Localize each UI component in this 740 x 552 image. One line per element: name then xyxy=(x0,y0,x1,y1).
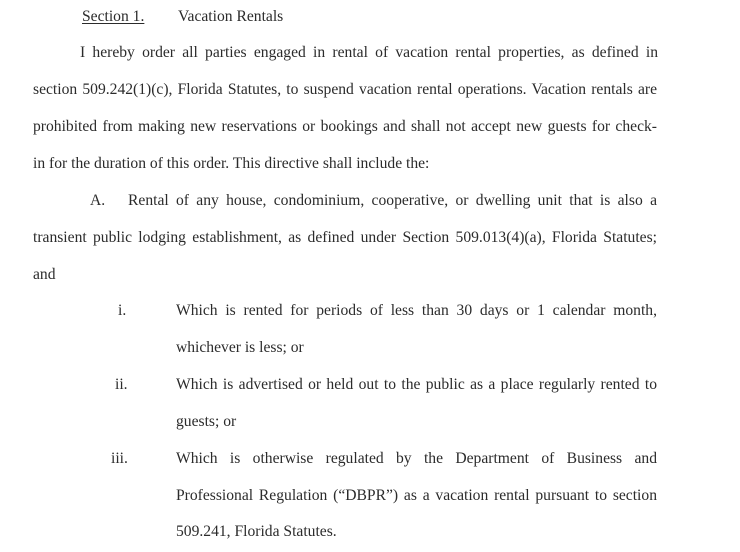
subitem-i-marker: i. xyxy=(118,302,127,319)
subitem-iii-line-3: 509.241, Florida Statutes. xyxy=(176,523,337,540)
section-number: Section 1. xyxy=(82,8,145,25)
subitem-ii-line-2: guests; or xyxy=(176,413,237,430)
subitem-ii-marker: ii. xyxy=(115,376,128,393)
subitem-iii-marker: iii. xyxy=(111,450,128,467)
subitem-iii-line-2: Professional Regulation (“DBPR”) as a vacation rental pursuant to section xyxy=(176,487,657,504)
subitem-ii-line-1: Which is advertised or held out to the public as a place regularly rented to xyxy=(176,376,657,393)
item-a-marker: A. xyxy=(90,192,106,209)
item-a-line-3: and xyxy=(33,266,56,283)
item-a-line-2: transient public lodging establishment, as defined under Section 509.013(4)(a), Florida Statutes; xyxy=(33,229,657,246)
intro-line-1: I hereby order all parties engaged in rental of vacation rental properties, as defined in xyxy=(80,44,658,61)
intro-line-4: in for the duration of this order. This directive shall include the: xyxy=(33,155,430,172)
subitem-i-line-1: Which is rented for periods of less than 30 days or 1 calendar month, xyxy=(176,302,657,319)
intro-line-2: section 509.242(1)(c), Florida Statutes, to suspend vacation rental operations. Vacation rentals are xyxy=(33,81,657,98)
subitem-iii-line-1: Which is otherwise regulated by the Department of Business and xyxy=(176,450,657,467)
subitem-i-line-2: whichever is less; or xyxy=(176,339,304,356)
intro-line-3: prohibited from making new reservations or bookings and shall not accept new guests for check- xyxy=(33,118,657,135)
item-a-line-1: Rental of any house, condominium, cooperative, or dwelling unit that is also a xyxy=(128,192,657,209)
section-title: Vacation Rentals xyxy=(178,8,284,25)
